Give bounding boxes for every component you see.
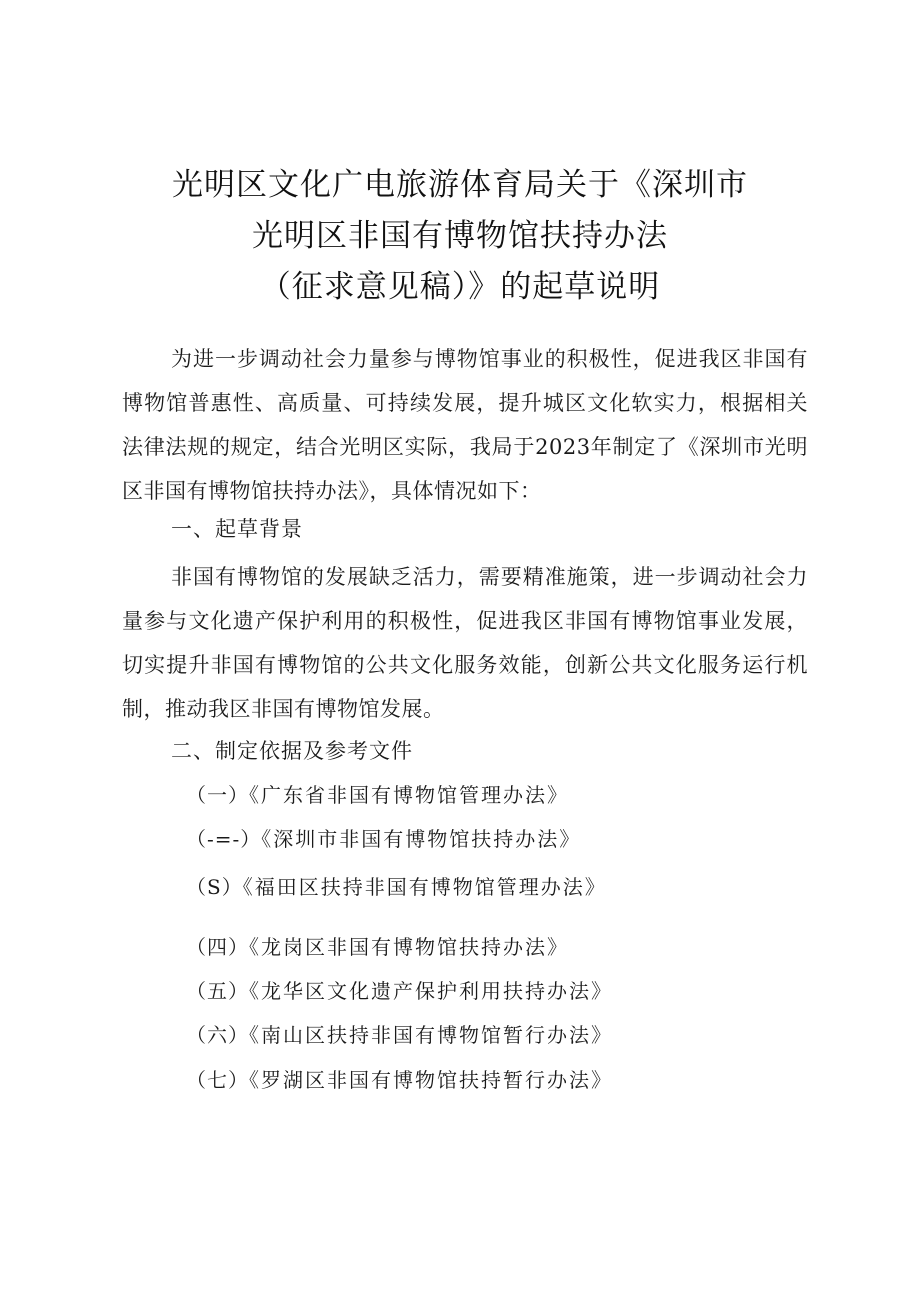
reference-number: （五） — [186, 979, 249, 1003]
reference-title: 《广东省非国有博物馆管理办法》 — [249, 783, 569, 807]
reference-number: （S） — [186, 875, 243, 899]
reference-title: 《龙华区文化遗产保护利用扶持办法》 — [249, 979, 613, 1003]
title-line-3: （征求意见稿）》的起草说明 — [259, 269, 661, 305]
reference-title: 《深圳市非国有博物馆扶持办法》 — [261, 827, 582, 851]
reference-number: （-=-） — [186, 827, 262, 851]
reference-title: 《龙岗区非国有博物馆扶持办法》 — [249, 935, 569, 959]
reference-item — [186, 825, 581, 853]
title-line-2: 光明区非国有博物馆扶持办法 — [252, 218, 668, 254]
reference-number: （七） — [186, 1068, 249, 1092]
reference-item — [186, 1021, 613, 1049]
reference-item — [186, 977, 613, 1005]
reference-number: （六） — [186, 1023, 249, 1047]
reference-item — [186, 1066, 613, 1094]
reference-item — [186, 873, 607, 901]
reference-number: （一） — [186, 783, 249, 807]
reference-title: 《罗湖区非国有博物馆扶持暂行办法》 — [249, 1068, 613, 1092]
title-line-1: 光明区文化广电旅游体育局关于《深圳市 — [172, 167, 748, 203]
background-paragraph: 非国有博物馆的发展缺乏活力，需要精准施策，进一步调动社会力量参与文化遗产保护利用的积极性，促进我区非国有博物馆事业发展，切实提升非国有博物馆的公共文化服务效能，创新公共文化服务运行机制，推动我区非国有博物馆发展。 — [122, 565, 808, 721]
document-title — [100, 160, 820, 313]
reference-title: 《南山区扶持非国有博物馆暂行办法》 — [249, 1023, 613, 1047]
intro-paragraph: 为进一步调动社会力量参与博物馆事业的积极性，促进我区非国有博物馆普惠性、高质量、可持续发展，提升城区文化软实力，根据相关法律法规的规定，结合光明区实际，我局于2023年制定了《深圳市光明区非国有博物馆扶持办法》，具体情况如下： — [122, 347, 808, 503]
reference-item — [186, 781, 569, 809]
reference-title: 《福田区扶持非国有博物馆管理办法》 — [242, 875, 607, 899]
reference-number: （四） — [186, 935, 249, 959]
section-heading-basis: 二、制定依据及参考文件 — [171, 739, 413, 763]
section-heading-background: 一、起草背景 — [171, 517, 303, 541]
reference-item — [186, 933, 569, 961]
